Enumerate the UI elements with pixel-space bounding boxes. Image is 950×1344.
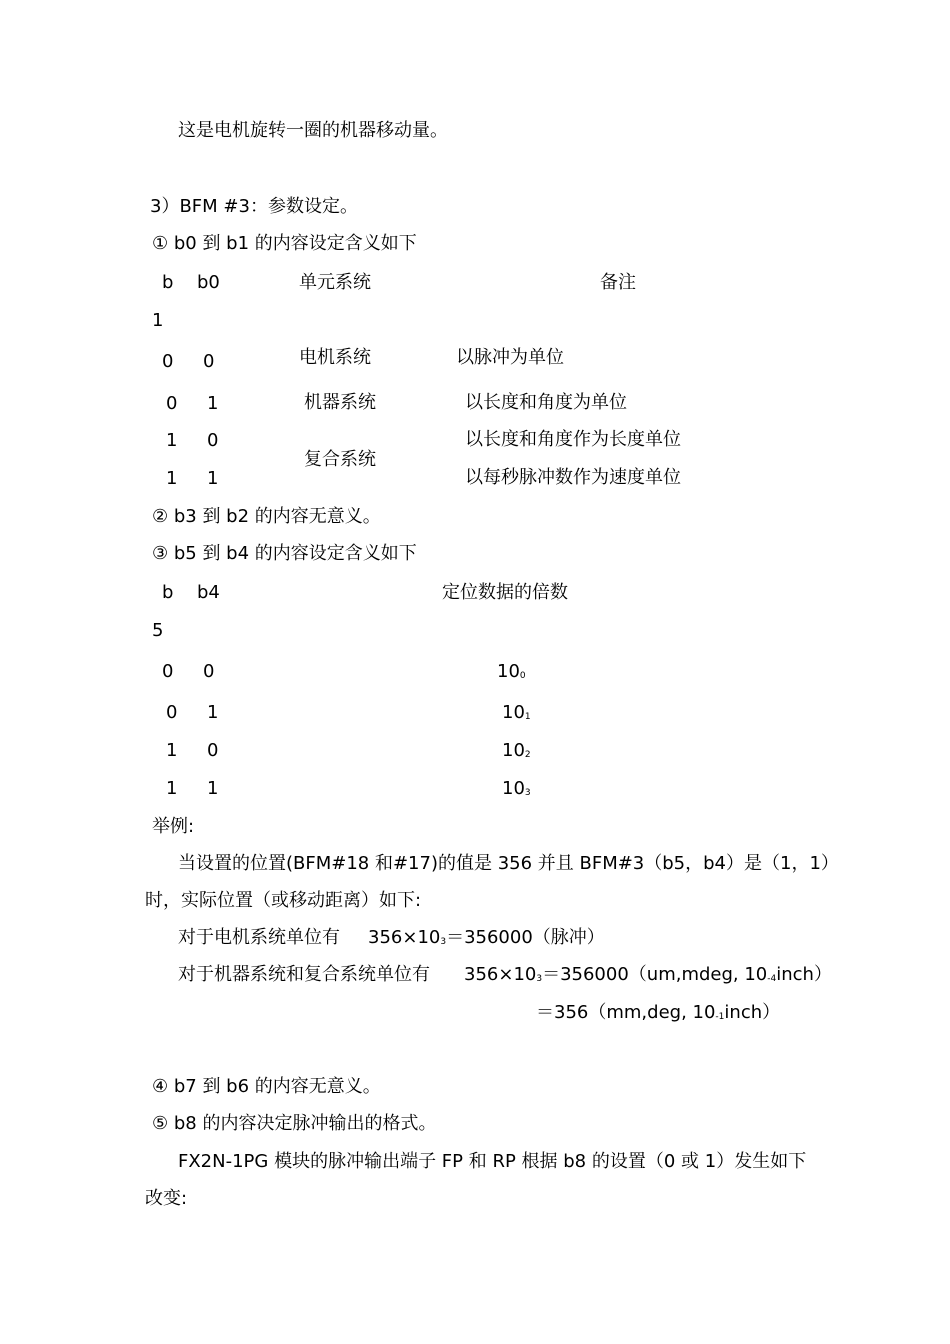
table2-row1-b5: 0 <box>162 661 174 682</box>
calc-machine-label: 对于机器系统和复合系统单位有 <box>178 964 430 985</box>
example-line-2: 时，实际位置（或移动距离）如下: <box>145 890 422 911</box>
table1-row1-b1: 0 <box>162 351 174 372</box>
table2-row4-b4: 1 <box>207 778 219 799</box>
item-2-text: ② b3 到 b2 的内容无意义。 <box>152 506 381 527</box>
item-3-heading: ③ b5 到 b4 的内容设定含义如下 <box>152 543 417 564</box>
table1-row2-b0: 1 <box>207 393 219 414</box>
table2-header-b5-cont: 5 <box>152 620 164 641</box>
table2-row4-b5: 1 <box>166 778 178 799</box>
table2-row1-multiplier: $10_0$ <box>497 661 526 682</box>
table1-row4-remark: 以每秒脉冲数作为速度单位 <box>465 467 681 488</box>
calc-motor-expr: $356\times 10_3=356000$（脉冲） <box>368 927 605 948</box>
table1-header-b0: b0 <box>197 272 220 293</box>
table2-row2-b5: 0 <box>166 702 178 723</box>
table1-row1-b0: 0 <box>203 351 215 372</box>
table1-row2-remark: 以长度和角度为单位 <box>465 392 627 413</box>
table1-row4-b1: 1 <box>166 468 178 489</box>
table2-header-multiplier: 定位数据的倍数 <box>442 582 568 603</box>
table2-row3-b4: 0 <box>207 740 219 761</box>
table1-header-system: 单元系统 <box>299 272 371 293</box>
paragraph-line-2: 改变: <box>145 1188 188 1209</box>
paragraph-line-1: FX2N-1PG 模块的脉冲输出端子 FP 和 RP 根据 b8 的设置（0 或 1）发生如下 <box>178 1151 807 1172</box>
example-line-1: 当设置的位置(BFM#18 和#17)的值是 356 并且 BFM#3（b5，b4）是（1，1） <box>178 853 839 874</box>
calc-machine-expr-2: ＝356（mm,deg, $10_{-1}inch$） <box>536 1002 781 1023</box>
example-label: 举例: <box>152 816 195 837</box>
table1-row3-system: 复合系统 <box>304 449 376 470</box>
table2-row2-multiplier: $10_1$ <box>502 702 531 723</box>
table2-header-b4: b4 <box>197 582 220 603</box>
calc-motor-label: 对于电机系统单位有 <box>178 927 340 948</box>
section-3-heading: 3）BFM #3：参数设定。 <box>150 196 358 217</box>
table1-row2-system: 机器系统 <box>304 392 376 413</box>
table1-row1-remark: 以脉冲为单位 <box>456 347 564 368</box>
table2-row3-b5: 1 <box>166 740 178 761</box>
table1-header-b1-cont: 1 <box>152 310 164 331</box>
table1-row4-b0: 1 <box>207 468 219 489</box>
table2-row2-b4: 1 <box>207 702 219 723</box>
table1-row2-b1: 0 <box>166 393 178 414</box>
calc-machine-expr: $356\times 10_3=356000(um,mdeg$, $10_{-4}inch$） <box>464 964 832 985</box>
item-5-text: ⑤ b8 的内容决定脉冲输出的格式。 <box>152 1113 437 1134</box>
item-4-text: ④ b7 到 b6 的内容无意义。 <box>152 1076 381 1097</box>
table1-row3-b1: 1 <box>166 430 178 451</box>
table1-header-remark: 备注 <box>600 272 636 293</box>
table1-row3-b0: 0 <box>207 430 219 451</box>
item-1-heading: ① b0 到 b1 的内容设定含义如下 <box>152 233 417 254</box>
table2-row1-b4: 0 <box>203 661 215 682</box>
table2-header-b5: b <box>162 582 174 603</box>
table1-row3-remark: 以长度和角度作为长度单位 <box>465 429 681 450</box>
intro-line: 这是电机旋转一圈的机器移动量。 <box>178 120 448 141</box>
table1-row1-system: 电机系统 <box>299 347 371 368</box>
table2-row4-multiplier: $10_3$ <box>502 778 531 799</box>
table2-row3-multiplier: $10_2$ <box>502 740 531 761</box>
table1-header-b1: b <box>162 272 174 293</box>
